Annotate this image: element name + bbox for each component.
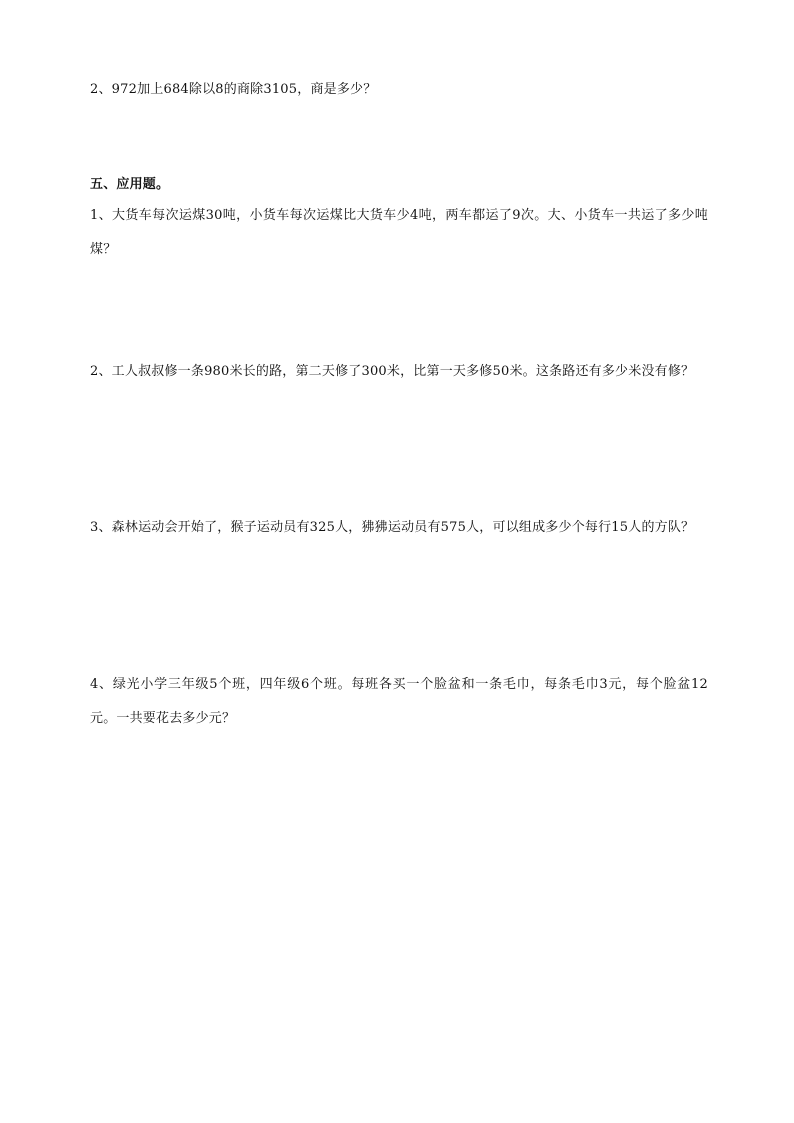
word-problem-4: 4、绿光小学三年级5个班，四年级6个班。每班各买一个脸盆和一条毛巾，每条毛巾3元，每个脸盆12元。一共要花去多少元？: [90, 677, 708, 726]
calc-question-2: 2、972加上684除以8的商除3105，商是多少？: [90, 82, 377, 97]
section-five-heading: 五、应用题。: [90, 177, 170, 192]
word-problem-3: 3、森林运动会开始了，猴子运动员有325人，狒狒运动员有575人，可以组成多少个每行15人的方队？: [90, 520, 695, 535]
word-problem-2: 2、工人叔叔修一条980米长的路，第二天修了300米，比第一天多修50米。这条路还有多少米没有修？: [90, 364, 695, 379]
word-problem-1: 1、大货车每次运煤30吨，小货车每次运煤比大货车少4吨，两车都运了9次。大、小货车一共运了多少吨煤？: [90, 208, 708, 257]
